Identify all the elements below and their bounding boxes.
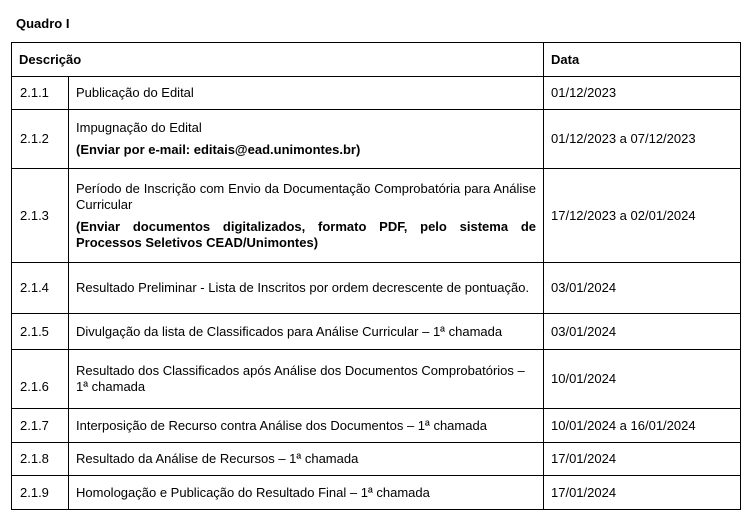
item-date: 01/12/2023 a 07/12/2023: [544, 110, 741, 169]
item-number: 2.1.1: [12, 77, 69, 110]
table-row: [12, 476, 741, 510]
table-row: [12, 110, 741, 169]
schedule-table: [11, 42, 741, 510]
item-date: 01/12/2023: [544, 77, 741, 110]
item-number: 2.1.7: [12, 409, 69, 443]
item-number: 2.1.6: [12, 350, 69, 409]
item-description: [69, 476, 544, 510]
item-text: Publicação do Edital: [76, 85, 194, 100]
item-description: [69, 443, 544, 476]
item-date: 17/01/2024: [544, 476, 741, 510]
item-date: 03/01/2024: [544, 263, 741, 314]
item-description: [69, 77, 544, 110]
item-date: 03/01/2024: [544, 314, 741, 350]
item-text: Interposição de Recurso contra Análise dos Documentos – 1ª chamada: [76, 417, 487, 433]
item-description: [69, 409, 544, 443]
item-number: 2.1.3: [12, 169, 69, 263]
item-date: 10/01/2024: [544, 350, 741, 409]
item-text: Impugnação do Edital: [76, 120, 202, 135]
item-number: 2.1.9: [12, 476, 69, 510]
item-description: [69, 263, 544, 314]
item-text: Resultado da Análise de Recursos – 1ª chamada: [76, 451, 359, 466]
item-number: 2.1.8: [12, 443, 69, 476]
table-row: [12, 443, 741, 476]
item-number: 2.1.5: [12, 314, 69, 350]
item-description: [69, 314, 544, 350]
description-header: Descrição: [12, 43, 544, 77]
item-date: 17/01/2024: [544, 443, 741, 476]
page-title: Quadro I: [16, 16, 70, 31]
item-number: 2.1.4: [12, 263, 69, 314]
item-description: [69, 169, 544, 263]
item-date: 17/12/2023 a 02/01/2024: [544, 169, 741, 263]
table-row: [12, 409, 741, 443]
table-row: [12, 169, 741, 263]
item-note: (Enviar documentos digitalizados, formato PDF, pelo sistema de Processos Seletivos CEAD/Unimontes): [76, 218, 536, 250]
table-header-row: [12, 43, 741, 77]
item-note: (Enviar por e-mail: editais@ead.unimontes.br): [76, 142, 361, 157]
item-text: Divulgação da lista de Classificados para Análise Curricular – 1ª chamada: [76, 323, 503, 339]
table-row: [12, 314, 741, 350]
date-header: Data: [544, 43, 741, 77]
table-row: [12, 77, 741, 110]
item-text: Resultado dos Classificados após Análise dos Documentos Comprobatórios – 1ª chamada: [76, 363, 525, 394]
table-row: [12, 350, 741, 409]
item-text: Homologação e Publicação do Resultado Final – 1ª chamada: [76, 484, 430, 500]
item-description: [69, 110, 544, 169]
table-row: [12, 263, 741, 314]
item-text: Período de Inscrição com Envio da Documentação Comprobatória para Análise Curricular: [76, 180, 536, 212]
item-number: 2.1.2: [12, 110, 69, 169]
item-text: Resultado Preliminar - Lista de Inscritos por ordem decrescente de pontuação.: [76, 280, 530, 295]
item-description: [69, 350, 544, 409]
item-date: 10/01/2024 a 16/01/2024: [544, 409, 741, 443]
